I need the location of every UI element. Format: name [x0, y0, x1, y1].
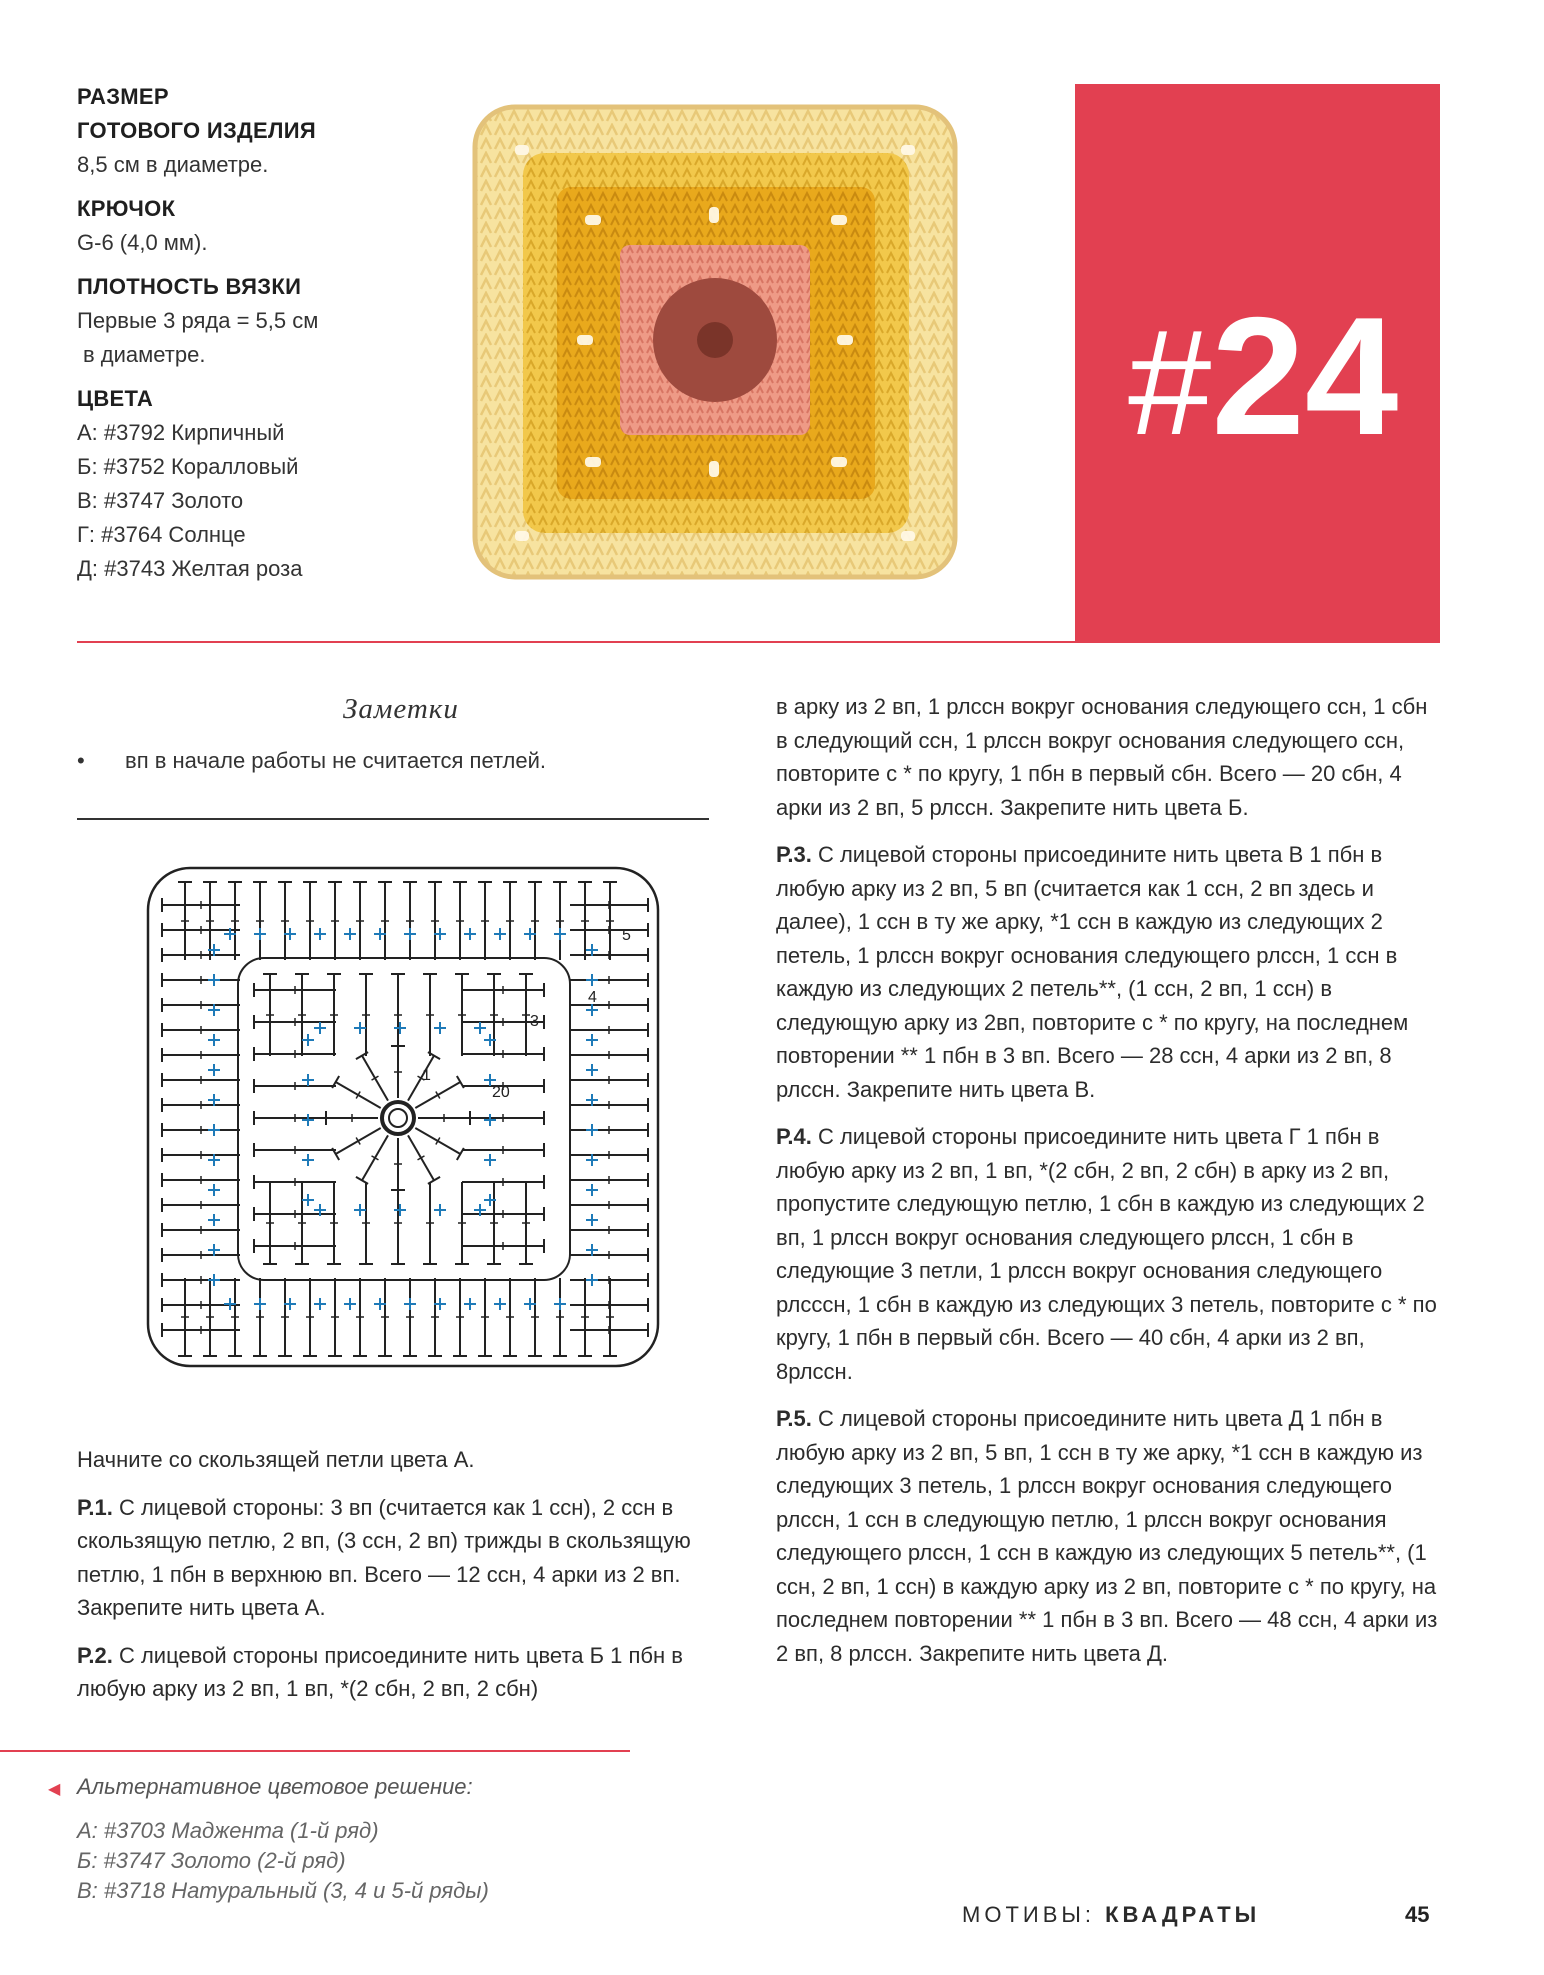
- motif-number-digits: 24: [1211, 282, 1399, 470]
- alt-line: Б: #3747 Золото (2-й ряд): [77, 1848, 346, 1873]
- triangle-left-icon: ◀: [48, 1781, 61, 1798]
- color-item: В: #3747 Золото: [77, 488, 244, 513]
- size-value: 8,5 см в диаметре.: [77, 152, 269, 177]
- round-text: С лицевой стороны присоедините нить цвета В 1 пбн в любую арку из 2 вп, 5 вп (считается как 1 ссн, 2 вп здесь и далее), 1 ссн в ту же арку, *1 ссн в каждую из следующих 2 петель, 1 рлссн вокруг основания следующего рлссн, 1 ссн в каждую из следующих 2 петель**, (1 ссн, 2 вп, 1 ссн) в следующую арку из 2вп, повторите с * по кругу, на последнем повторении ** 1 пбн в 3 вп. Всего — 28 ссн, 4 арки из 2 вп, 8 рлссн. Закрепите нить цвета В.: [776, 842, 1409, 1102]
- round-text: С лицевой стороны: 3 вп (считается как 1 ссн), 2 ссн в скользящую петлю, 2 вп, (3 ссн, 2 вп) трижды в скользящую петлю, 1 пбн в верхнюю вп. Всего — 12 ссн, 4 арки из 2 вп. Закрепите нить цвета А.: [77, 1494, 691, 1620]
- section-label-bold: КВАДРАТЫ: [1105, 1902, 1261, 1927]
- colors-heading: ЦВЕТА: [77, 386, 154, 411]
- intro-text: Начните со скользящей петли цвета А.: [77, 1447, 475, 1472]
- size-heading-2: ГОТОВОГО ИЗДЕЛИЯ: [77, 118, 316, 143]
- diagram-label: 3: [530, 1013, 539, 1030]
- specs-block: [77, 80, 437, 586]
- round-label: Р.4.: [776, 1124, 812, 1149]
- color-item: Б: #3752 Коралловый: [77, 454, 299, 479]
- gauge-value: Первые 3 ряда = 5,5 см: [77, 308, 319, 333]
- crochet-diagram: [140, 860, 680, 1380]
- bullet-icon: •: [77, 748, 85, 773]
- notes-divider: [77, 818, 709, 820]
- stitch-symbol: [457, 1076, 464, 1088]
- diagram-label: 5: [622, 927, 631, 944]
- notes-title: Заметки: [343, 693, 459, 725]
- notes-item-text: вп в начале работы не считается петлей.: [125, 748, 547, 773]
- round-3: [776, 838, 1442, 1106]
- round-5: [776, 1402, 1442, 1670]
- round-label: Р.1.: [77, 1494, 113, 1520]
- stitch-symbol: [457, 1148, 464, 1160]
- gauge-heading: ПЛОТНОСТЬ ВЯЗКИ: [77, 274, 302, 299]
- alt-title-row: [48, 1774, 648, 1800]
- top-divider: [77, 641, 1440, 643]
- round-text: С лицевой стороны присоедините нить цвета Д 1 пбн в любую арку из 2 вп, 5 вп, 1 ссн в ту же арку, *1 ссн в каждую из следующих 3 петель, 1 рлссн вокруг основания следующего рлссн, 1 ссн в следующую петлю, 1 рлссн вокруг основания следующего рлссн, 1 ссн в каждую из следующих 5 петель**, (1 ссн, 2 вп, 1 ссн) в каждую арку из 2 вп, повторите с * по кругу, на последнем повторении ** 1 пбн в 3 вп. Всего — 48 ссн, 4 арки из 2 вп, 8 рлссн. Закрепите нить цвета Д.: [776, 1406, 1438, 1666]
- alt-divider: [0, 1750, 630, 1752]
- color-item: Д: #3743 Желтая роза: [77, 556, 303, 581]
- round-4: [776, 1120, 1442, 1388]
- motif-number: [1128, 280, 1398, 473]
- gauge-value-2: в диаметре.: [83, 342, 206, 367]
- color-item: А: #3792 Кирпичный: [77, 420, 285, 445]
- alt-title: Альтернативное цветовое решение:: [77, 1774, 473, 1799]
- alt-colors: [48, 1774, 648, 1906]
- round-2-continued: в арку из 2 вп, 1 рлссн вокруг основания следующего ссн, 1 сбн в следующий ссн, 1 рлссн вокруг основания следующего ссн, повторите с * по кругу, 1 пбн в первый сбн. Всего — 20 сбн, 4 арки из 2 вп, 5 рлссн. Закрепите нить цвета Б.: [776, 694, 1428, 820]
- section-footer: [962, 1902, 1260, 1928]
- section-label: МОТИВЫ:: [962, 1902, 1106, 1927]
- round-label: Р.5.: [776, 1406, 812, 1431]
- alt-line: В: #3718 Натуральный (3, 4 и 5-й ряды): [77, 1878, 489, 1903]
- notes-item: [77, 748, 546, 774]
- diagram-label: 20: [492, 1084, 510, 1101]
- diagram-label: 4: [588, 989, 597, 1006]
- page-number: 45: [1405, 1902, 1430, 1927]
- diagram-label: 1: [422, 1067, 431, 1084]
- hash-symbol: #: [1128, 298, 1212, 466]
- round-2: [77, 1639, 717, 1706]
- hook-heading: КРЮЧОК: [77, 196, 176, 221]
- alt-line: А: #3703 Маджента (1-й ряд): [77, 1818, 379, 1843]
- crochet-square-photo: [465, 95, 975, 595]
- round-text: С лицевой стороны присоедините нить цвета Б 1 пбн в любую арку из 2 вп, 1 вп, *(2 сбн, 2 вп, 2 сбн): [77, 1642, 683, 1701]
- round-label: Р.2.: [77, 1642, 113, 1668]
- color-item: Г: #3764 Солнце: [77, 522, 246, 547]
- round-label: Р.3.: [776, 842, 812, 867]
- round-1: [77, 1491, 717, 1625]
- hook-value: G-6 (4,0 мм).: [77, 230, 208, 255]
- right-column-text: [776, 690, 1442, 1684]
- stitch-symbol: [356, 1177, 368, 1184]
- size-heading: РАЗМЕР: [77, 84, 169, 109]
- left-column-text: [77, 1443, 717, 1720]
- stitch-symbol: [428, 1177, 440, 1184]
- round-text: С лицевой стороны присоедините нить цвета Г 1 пбн в любую арку из 2 вп, 1 вп, *(2 сбн, 2 вп, 2 сбн) в арку из 2 вп, пропустите следующую петлю, 1 сбн в каждую из следующих 2 вп, 1 рлссн вокруг основания следующего рлссн, 1 сбн в следующие 3 петли, 1 рлссн вокруг основания следующего рлсссн, 1 сбн в каждую из следующих 3 петель, повторите с * по кругу, 1 пбн в первый сбн. Всего — 40 сбн, 4 арки из 2 вп, 8рлссн.: [776, 1124, 1437, 1384]
